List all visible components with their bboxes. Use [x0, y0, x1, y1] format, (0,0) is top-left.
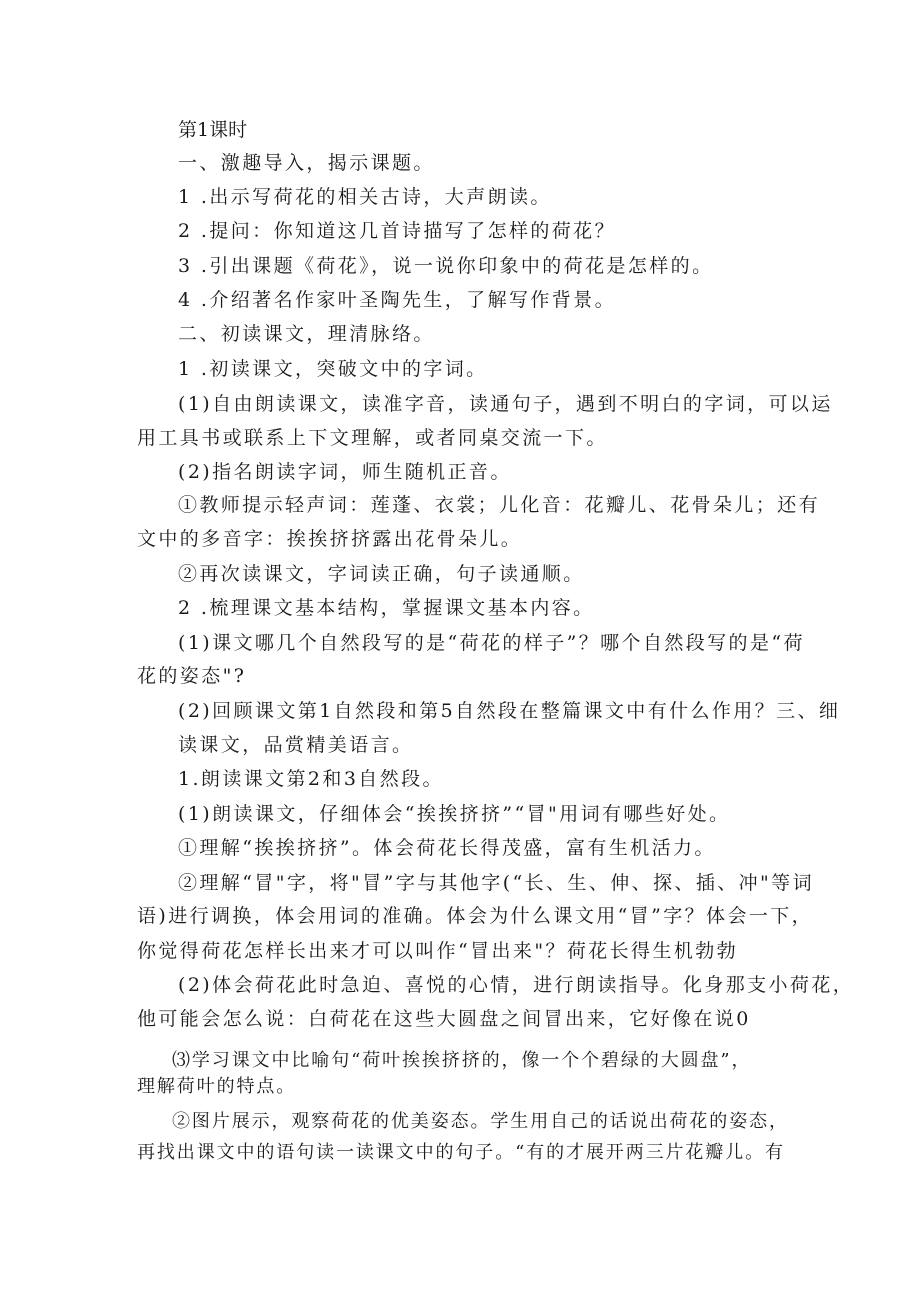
paragraph-line: 你觉得荷花怎样长出来才可以叫作“冒出来"？荷花长得生机勃勃 — [137, 940, 739, 962]
paragraph-line: (2)回顾课文第1自然段和第5自然段在整篇课文中有什么作用？三、细 — [178, 700, 841, 722]
paragraph-line: (1)自由朗读课文，读准字音，读通句子，遇到不明白的字词，可以运 — [178, 393, 833, 415]
paragraph-line: (2)指名朗读字词，师生随机正音。 — [178, 461, 512, 483]
paragraph-line: ①理解“挨挨挤挤”。体会荷花长得茂盛，富有生机活力。 — [178, 837, 716, 859]
paragraph-line: 1 .初读课文，突破文中的字词。 — [178, 358, 488, 380]
paragraph-line: 1 .出示写荷花的相关古诗，大声朗读。 — [178, 186, 552, 208]
section-heading: 二、初读课文，理清脉络。 — [178, 323, 435, 345]
paragraph-line: 3 .引出课题《荷花》，说一说你印象中的荷花是怎样的。 — [178, 255, 714, 277]
paragraph-line: ②图片展示，观察荷花的优美姿态。学生用自己的话说出荷花的姿态， — [172, 1111, 789, 1132]
paragraph-line: 花的姿态"? — [137, 665, 247, 687]
paragraph-line: ①教师提示轻声词：莲蓬、衣裳；儿化音：花瓣儿、花骨朵儿；还有 — [178, 494, 821, 516]
paragraph-line: ②理解“冒"字，将"冒”字与其他字(“长、生、伸、探、插、冲"等词 — [178, 872, 814, 894]
paragraph-line: 他可能会怎么说：白荷花在这些大圆盘之间冒出来，它好像在说0 — [137, 1008, 751, 1030]
paragraph-line: ⑶学习课文中比喻句“荷叶挨挨挤挤的，像一个个碧绿的大圆盘”， — [172, 1050, 752, 1071]
paragraph-line: 1.朗读课文第2和3自然段。 — [178, 768, 444, 790]
paragraph-line: (1)课文哪几个自然段写的是“荷花的样子”？哪个自然段写的是“荷 — [178, 632, 805, 654]
paragraph-line: 理解荷叶的特点。 — [137, 1076, 297, 1097]
paragraph-line: 再找出课文中的语句读一读课文中的句子。“有的才展开两三片花瓣儿。有 — [137, 1142, 785, 1163]
section-heading: 一、激趣导入，揭示课题。 — [178, 152, 435, 174]
paragraph-line: (1)朗读课文，仔细体会“挨挨挤挤”“冒"用词有哪些好处。 — [178, 803, 731, 825]
paragraph-line: ②再次读课文，字词读正确，句子读通顺。 — [178, 563, 585, 585]
lesson-heading: 第1课时 — [178, 119, 248, 141]
paragraph-line: 2 .梳理课文基本结构，掌握课文基本内容。 — [178, 597, 595, 619]
paragraph-line: 文中的多音字：挨挨挤挤露出花骨朵儿。 — [137, 528, 523, 550]
paragraph-line: 读课文，品赏精美语言。 — [178, 734, 414, 756]
paragraph-line: (2)体会荷花此时急迫、喜悦的心情，进行朗读指导。化身那支小荷花， — [178, 974, 855, 996]
paragraph-line: 2 .提问：你知道这几首诗描写了怎样的荷花？ — [178, 220, 616, 242]
paragraph-line: 4 .介绍著名作家叶圣陶先生，了解写作背景。 — [178, 289, 616, 311]
paragraph-line: 用工具书或联系上下文理解，或者同桌交流一下。 — [137, 427, 608, 449]
paragraph-line: 语)进行调换，体会用词的准确。体会为什么课文用“冒”字？体会一下， — [137, 905, 814, 927]
